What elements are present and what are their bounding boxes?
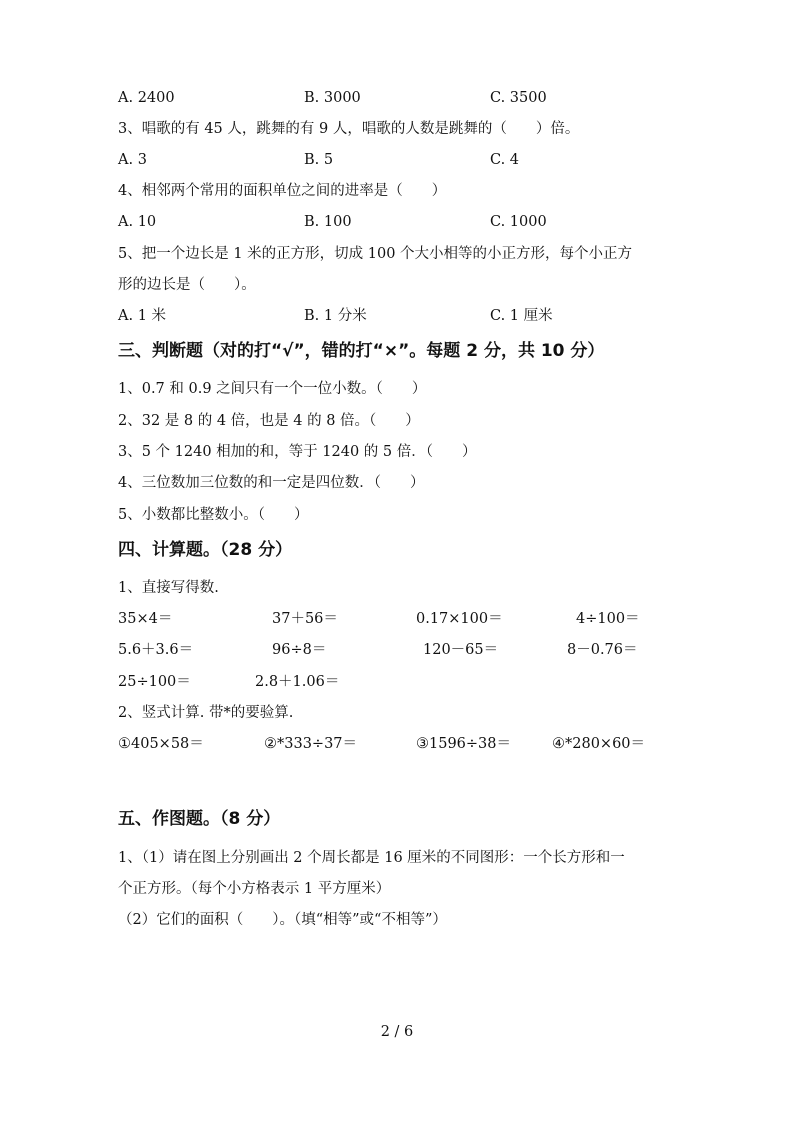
q2-option-a: A. 2400 [118,90,175,106]
q5-text-line2: 形的边长是（ ）。 [118,277,256,293]
calc-item: 35×4＝ [118,611,173,627]
section4-sub2: 2、竖式计算. 带*的要验算. [118,705,294,721]
section5-line2: 个正方形。（每个小方格表示 1 平方厘米） [118,881,391,897]
calc-item: ④*280×60＝ [552,736,646,752]
q5-option-c: C. 1 厘米 [490,308,553,324]
q4-option-c: C. 1000 [490,214,547,230]
calc-item: 4÷100＝ [576,611,640,627]
calc-item: 96÷8＝ [272,642,327,658]
q3-option-a: A. 3 [118,152,147,168]
calc-item: 120－65＝ [423,642,499,658]
q3-option-b: B. 5 [304,152,334,168]
q3-text: 3、唱歌的有 45 人，跳舞的有 9 人，唱歌的人数是跳舞的（ ）倍。 [118,121,580,137]
section5-heading: 五、作图题。（8 分） [118,809,281,829]
q4-option-b: B. 100 [304,214,352,230]
q4-option-a: A. 10 [118,214,157,230]
section5-line1: 1、（1）请在图上分别画出 2 个周长都是 16 厘米的不同图形：一个长方形和一 [118,850,625,866]
calc-item: 25÷100＝ [118,674,191,690]
calc-item: 5.6＋3.6＝ [118,642,194,658]
q3-option-c: C. 4 [490,152,520,168]
section3-heading: 三、判断题（对的打“√”，错的打“×”。每题 2 分，共 10 分） [118,341,605,361]
calc-item: 37＋56＝ [272,611,338,627]
q5-option-b: B. 1 分米 [304,308,367,324]
section3-item-5: 5、小数都比整数小。（ ） [118,507,309,523]
calc-item: 2.8＋1.06＝ [255,674,340,690]
q4-text: 4、相邻两个常用的面积单位之间的进率是（ ） [118,183,447,199]
calc-item: 0.17×100＝ [416,611,503,627]
section3-item-4: 4、三位数加三位数的和一定是四位数．（ ） [118,475,425,491]
calc-item: ③1596÷38＝ [416,736,512,752]
section5-line3: （2）它们的面积（ ）。（填“相等”或“不相等”） [118,912,447,928]
section3-item-2: 2、32 是 8 的 4 倍，也是 4 的 8 倍。（ ） [118,413,420,429]
q2-option-b: B. 3000 [304,90,361,106]
section4-sub1: 1、直接写得数. [118,580,219,596]
section4-heading: 四、计算题。（28 分） [118,540,293,560]
q5-option-a: A. 1 米 [118,308,167,324]
calc-item: ①405×58＝ [118,736,204,752]
calc-item: ②*333÷37＝ [264,736,358,752]
page-number: 2 / 6 [380,1024,414,1040]
q5-text-line1: 5、把一个边长是 1 米的正方形，切成 100 个大小相等的小正方形，每个小正方 [118,246,633,262]
section3-item-3: 3、5 个 1240 相加的和，等于 1240 的 5 倍．（ ） [118,444,477,460]
q2-option-c: C. 3500 [490,90,547,106]
calc-item: 8－0.76＝ [567,642,638,658]
section3-item-1: 1、0.7 和 0.9 之间只有一个一位小数。（ ） [118,381,427,397]
